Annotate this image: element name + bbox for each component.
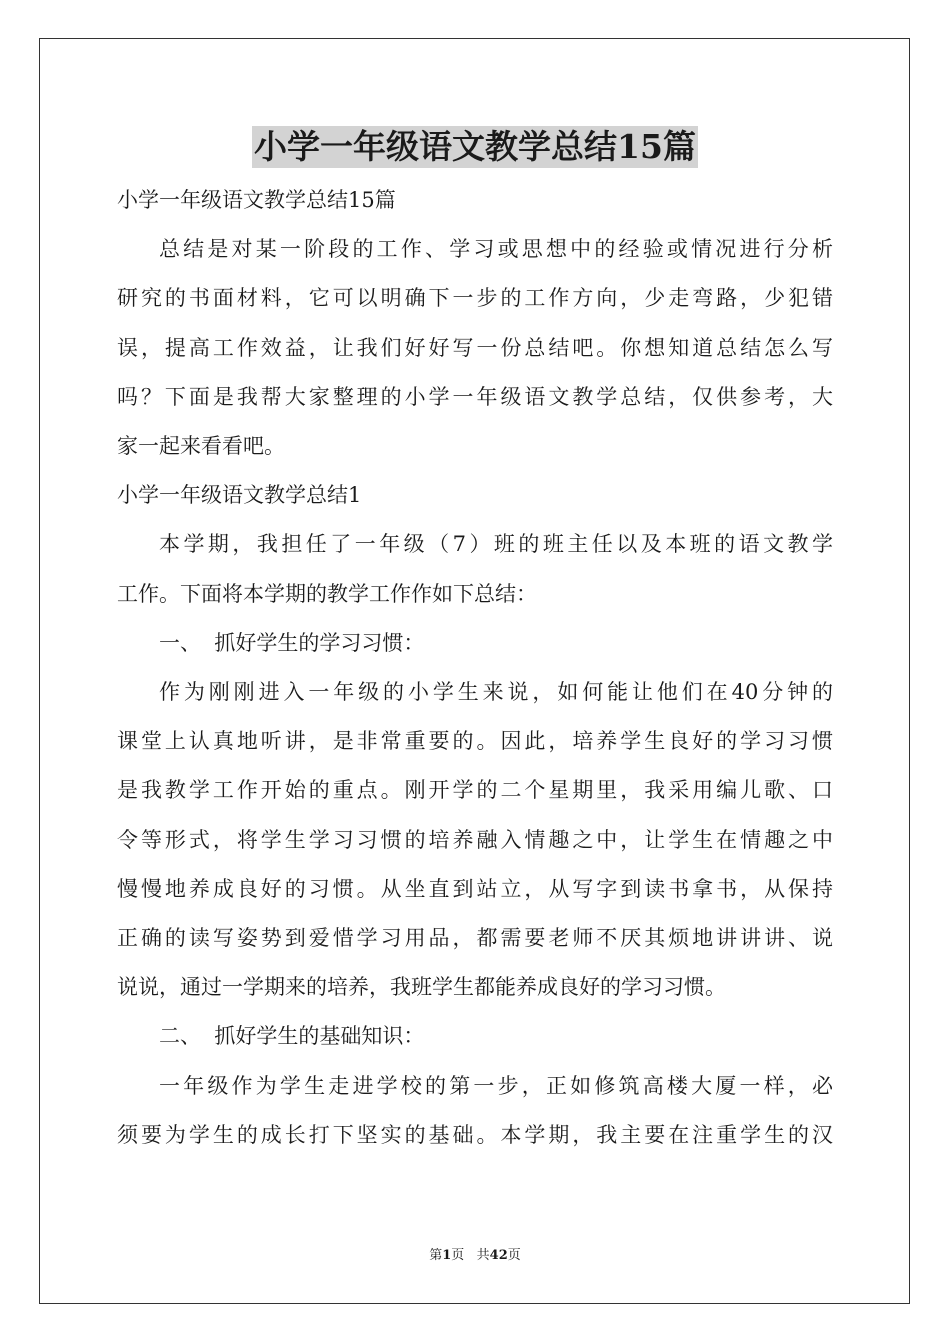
section-heading: 小学一年级语文教学总结1 bbox=[117, 483, 362, 508]
footer-total-pages: 42 bbox=[489, 1248, 508, 1263]
footer-suffix: 页 bbox=[507, 1248, 521, 1263]
intro-line: 家一起来看看吧。 bbox=[117, 434, 285, 459]
paragraph-line: 是我教学工作开始的重点。刚开学的二个星期里，我采用编儿歌、口 bbox=[117, 778, 833, 803]
document-subtitle: 小学一年级语文教学总结15篇 bbox=[117, 188, 396, 212]
intro-line: 研究的书面材料，它可以明确下一步的工作方向，少走弯路，少犯错 bbox=[117, 286, 833, 311]
paragraph-line: 令等形式，将学生学习习惯的培养融入情趣之中，让学生在情趣之中 bbox=[117, 827, 833, 852]
footer-middle: 页 共 bbox=[451, 1248, 490, 1263]
intro-line: 吗？下面是我帮大家整理的小学一年级语文教学总结，仅供参考，大 bbox=[117, 384, 833, 409]
paragraph-line: 本学期，我担任了一年级（7）班的班主任以及本班的语文教学 bbox=[159, 532, 833, 557]
point-heading: 二、 抓好学生的基础知识： bbox=[159, 1024, 425, 1049]
document-title: 小学一年级语文教学总结15篇 bbox=[254, 127, 696, 166]
paragraph-line: 说说，通过一学期来的培养，我班学生都能养成良好的学习习惯。 bbox=[117, 975, 726, 1000]
page-footer bbox=[0, 1247, 950, 1265]
title-container bbox=[0, 126, 950, 168]
paragraph-line: 须要为学生的成长打下坚实的基础。本学期，我主要在注重学生的汉 bbox=[117, 1122, 833, 1147]
paragraph-line: 工作。下面将本学期的教学工作作如下总结： bbox=[117, 581, 537, 606]
paragraph-line: 一年级作为学生走进学校的第一步，正如修筑高楼大厦一样，必 bbox=[159, 1073, 833, 1098]
paragraph-line: 课堂上认真地听讲，是非常重要的。因此，培养学生良好的学习习惯 bbox=[117, 729, 833, 754]
intro-line: 误，提高工作效益，让我们好好写一份总结吧。你想知道总结怎么写 bbox=[117, 335, 833, 360]
document-body bbox=[117, 176, 833, 1160]
point-heading: 一、 抓好学生的学习习惯： bbox=[159, 630, 425, 655]
intro-line: 总结是对某一阶段的工作、学习或思想中的经验或情况进行分析 bbox=[159, 237, 833, 262]
paragraph-line: 慢慢地养成良好的习惯。从坐直到站立，从写字到读书拿书，从保持 bbox=[117, 876, 833, 901]
footer-current-page: 1 bbox=[442, 1248, 452, 1263]
paragraph-line: 作为刚刚进入一年级的小学生来说，如何能让他们在40分钟的 bbox=[159, 680, 833, 705]
footer-prefix: 第 bbox=[429, 1248, 443, 1263]
paragraph-line: 正确的读写姿势到爱惜学习用品，都需要老师不厌其烦地讲讲讲、说 bbox=[117, 926, 833, 951]
